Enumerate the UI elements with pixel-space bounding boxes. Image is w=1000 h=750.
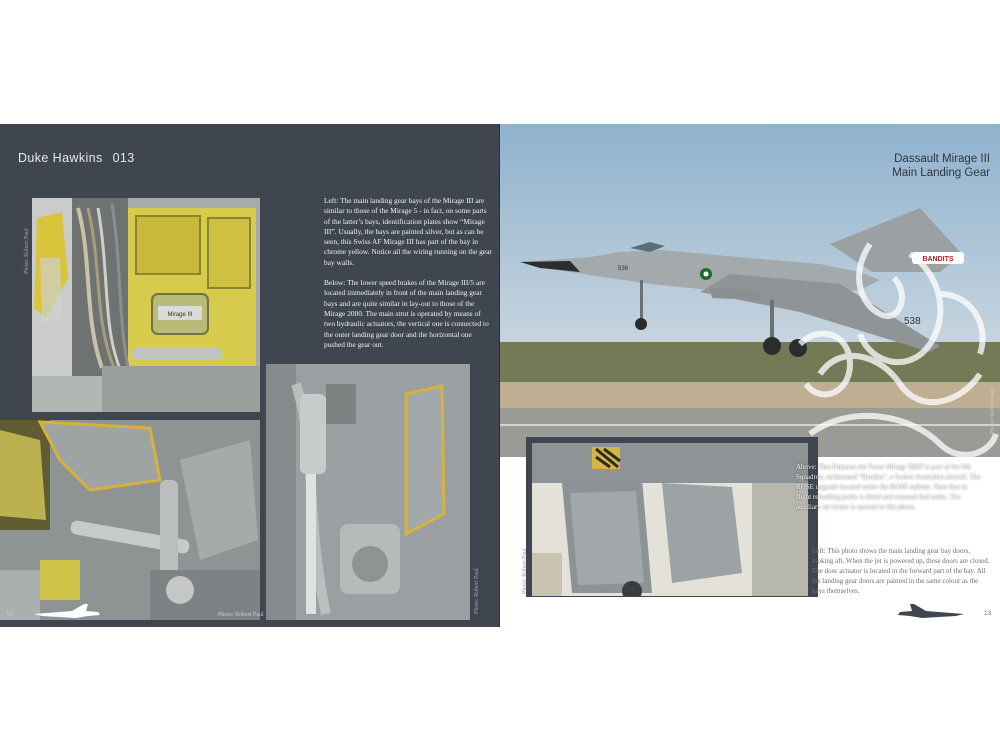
section-title-topic: Main Landing Gear [892,167,990,179]
left-page [0,124,500,627]
section-title [892,152,990,180]
article-paragraph-below: Below: The lower speed brakes of the Mirage III/5 are located immediately in front of the main landing gear bays and are quite similar in lay-out to those of the Mirage 2000. The main strut is operated by means of two hydraulic actuators, the vertical one is connected to the outer landing gear door and the horizontal one pushed the gear out. [324,278,489,349]
caption-above: Above: This Pakistan Air Force Mirage IIIEP is part of the 8th Squadron, nicknamed “Bandits”, a former Australian aircraft. The ROSE upgrade located under the ROSE radome. Note that in flight refuelling probe is fitted and external fuel tanks. The auxiliary air intake is opened in this photo. [796,463,981,511]
mirage-silhouette-icon [32,602,102,620]
id-plate-text: Mirage III [167,312,193,318]
inset-photo-credit: Photo: Robert Paul [522,548,528,594]
fuselage-serial: 538 [904,316,921,327]
main-strut-photo [266,364,470,620]
gear-bay-illustration [32,198,260,412]
right-folio: 13 [984,610,992,617]
book-spread [0,124,1000,627]
gear-doors-illustration [532,443,808,596]
brand-name: Duke Hawkins [18,151,103,165]
photo-credit-1: Photo: Robert Paul [24,228,30,274]
photo-credit-3: Photo: Robert Paul [474,568,480,614]
nose-number: 538 [618,266,629,272]
watermark-logo [790,234,1000,484]
article-text [324,196,492,360]
gear-doors-photo [532,443,808,596]
main-strut-illustration [266,364,470,620]
mirage-silhouette-icon-right [896,602,966,620]
gear-bay-photo [32,198,260,412]
photo-credit-2: Photo: Robert Paul [218,612,264,618]
brand-header [18,151,135,165]
speed-brake-photo [0,420,260,620]
caption-left: Left: This photo shows the main landing gear bay doors, looking aft. When the jet is powered up, these doors are closed. The door actuator is located in the forward part of the bay. All the landing gear doors are painted in the same colour as the bays themselves. [812,547,990,595]
hero-photo-credit: Photo: Robert Paul [990,388,996,434]
section-title-aircraft: Dassault Mirage III [894,153,990,165]
left-folio: 12 [6,610,14,617]
article-paragraph-left: Left: The main landing gear bays of the Mirage III are similar to those of the Mirage 5 - in fact, on some parts of the latter’s bays, identification plates show “Mirage III”. Usually, the bays are painted silver, but as can be seen, this Swiss AF Mirage III has part of the bay in chrome yellow. Notice all the wiring running on the gear bay walls. [324,196,492,267]
book-number: 013 [112,151,135,165]
speed-brake-illustration [0,420,260,620]
tail-badge-text: BANDITS [922,256,954,263]
right-page [500,124,1000,627]
